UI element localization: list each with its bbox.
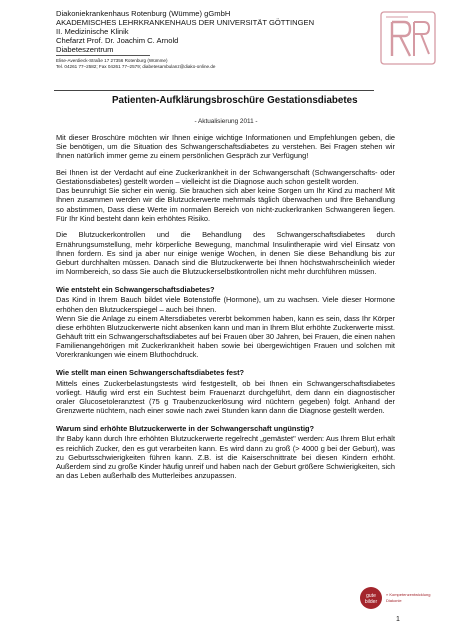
section-heading: Wie stellt man einen Schwangerschaftsdiabetes fest? bbox=[56, 368, 245, 378]
hospital-logo-icon bbox=[378, 8, 438, 70]
center-name: Diabeteszentrum bbox=[56, 45, 114, 54]
clinic-name: II. Medizinische Klinik bbox=[56, 27, 129, 36]
update-note: - Aktualisierung 2011 - bbox=[194, 118, 258, 125]
letterhead bbox=[56, 9, 356, 69]
slogan-text-1: » Kompetenzentwicklung bbox=[386, 592, 431, 597]
address: Elise-Averdieck-Straße 17 27356 Rotenburg (Wümme) bbox=[56, 58, 168, 63]
contact-info: Tel. 04261 77–2582; Fax 04261 77–2579; diabetesambulanz@diako-online.de bbox=[56, 63, 216, 69]
paragraph bbox=[56, 295, 395, 359]
header-rule bbox=[54, 90, 374, 91]
page-number: 1 bbox=[396, 616, 400, 623]
document-title: Patienten-Aufklärungsbroschüre Gestationsdiabetes bbox=[112, 95, 358, 106]
paragraph-line: Das beunruhigt Sie sicher ein wenig. Sie brauchen sich aber keine Sorgen um Ihr Kind zu machen! Mit Ihnen zusammen werden wir die Blutzuckerwerte mehrmals täglich überwachen und Ihre Behandlung so abstimmen, Dass diese Werte im normalen Bereich von nicht-zuckerkranken Schwangeren liegen. Für Ihr Kind besteht dann kein erhöhtes Risiko. bbox=[56, 186, 395, 223]
paragraph-line: Das Kind in Ihrem Bauch bildet viele Botenstoffe (Hormone), um zu wachsen. Viele dieser Hormone erhöhen den Blutzuckerspiegel – auch bei Ihnen. bbox=[56, 295, 395, 314]
badge-text-2: bilder bbox=[364, 599, 378, 605]
slogan-text-2: Diakonie bbox=[386, 598, 402, 603]
academic-line: AKADEMISCHES LEHRKRANKENHAUS DER UNIVERSITÄT GÖTTINGEN bbox=[56, 18, 315, 27]
paragraph: Die Blutzuckerkontrollen und die Behandlung des Schwangerschaftsdiabetes durch Ernährungsumstellung, mehr körperliche Bewegung, manchmal Insulintherapie wird viel Einsatz von Ihnen fordern. Es sind ja aber nur einige wenige Wochen, in denen Sie diese Behandlung bis zur Geburt durchhalten müssen. Danach sind die Blutzuckerwerte bei Ihnen höchstwahrscheinlich wieder im Normbereich, so dass Sie auch die Blutzuckerselbstkontrollen nicht mehr durchführen müssen. bbox=[56, 230, 395, 277]
paragraph: Mit dieser Broschüre möchten wir Ihnen einige wichtige Informationen und Empfehlungen geben, die Sie benötigen, um die Situation des Schwangerschaftsdiabetes zu verstehen. Bei Fragen stehen wir Ihnen natürlich immer gerne zu einem persönlichen Gespräch zur Verfügung! bbox=[56, 133, 395, 161]
header-divider bbox=[56, 55, 150, 56]
chief-physician: Chefarzt Prof. Dr. Joachim C. Arnold bbox=[56, 36, 179, 45]
paragraph-line: Wenn Sie die Anlage zu einem Altersdiabetes vererbt bekommen haben, kann es sein, dass Ihr Körper diese erhöhten Blutzuckerwerte nicht absenken kann und man in Ihrem Blut erhöhte Zuckerwerte misst. Gehäuft tritt ein Schwangerschaftsdiabetes auf bei Frauen über 30 Jahren, bei Frauen, die einen nahen Familienangehörigen mit Zuckerkrankheit haben sowie bei übergewichtigen Frauen und solchen mit Vorerkrankungen wie einem Bluthochdruck. bbox=[56, 313, 395, 360]
footer-logo bbox=[360, 585, 438, 611]
paragraph: Ihr Baby kann durch Ihre erhöhten Blutzuckerwerte regelrecht „gemästet" werden: Aus Ihrem Blut erhält es reichlich Zucker, den es gut verarbeiten kann. Es wird dann zu groß (> 4000 g bei der Geburt), was zu Geburtsschwierigkeiten führen kann. Z.B. ist die Kaiserschnittrate bei diesen Kindern erhöht. Außerdem sind zu große Kinder häufig unreif und haben nach der Geburt größere Schwierigkeiten, sich an das Leben außerhalb des Mutterleibes anzupassen. bbox=[56, 434, 395, 480]
paragraph: Mittels eines Zuckerbelastungstests wird festgestellt, ob bei Ihnen ein Schwangerschaftsdiabetes vorliegt. Häufig wird erst ein Suchtest beim Frauenarzt durchgeführt, dem dann ein diagnostischer oraler Glucosetoleranztest (75 g Traubenzuckerlösung wird nüchtern gegeben) folgt. Anhand der Grenzwerte nüchtern, nach einer sowie nach zwei Stunden kann dann die Diagnose gestellt werden. bbox=[56, 378, 395, 416]
paragraph-line: Bei Ihnen ist der Verdacht auf eine Zuckerkrankheit in der Schwangerschaft (Schwangerschafts- oder Gestationsdiabetes) gestellt worden – vielleicht ist die Diagnose auch schon gestellt worden. bbox=[56, 167, 395, 187]
org-name: Diakoniekrankenhaus Rotenburg (Wümme) gGmbH bbox=[56, 9, 231, 18]
section-heading: Warum sind erhöhte Blutzuckerwerte in der Schwangerschaft ungünstig? bbox=[56, 424, 315, 434]
badge-text-1: gute bbox=[366, 593, 376, 599]
paragraph bbox=[56, 168, 395, 223]
document-body bbox=[56, 133, 395, 488]
section-heading: Wie entsteht ein Schwangerschaftsdiabetes? bbox=[56, 285, 215, 295]
